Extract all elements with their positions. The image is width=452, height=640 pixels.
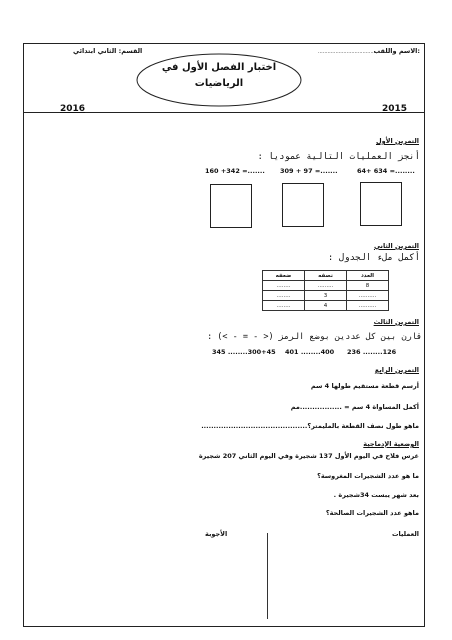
name-dots: .................................... — [318, 49, 376, 55]
class-label: القسم: الثاني ابتدائي — [73, 47, 143, 55]
ex1-op-3: 160 +342 =....... — [205, 167, 265, 175]
ex3-instruction: قارن بين كل عددين بوضع الرمز (< - = - >) : — [207, 332, 422, 342]
ex2-cell: .......... — [347, 301, 389, 311]
integration-line3: بعد شهر يبست 34شجيرة . — [333, 491, 419, 499]
answer-divider-line — [267, 533, 268, 619]
ex1-heading: التمرين الأول — [375, 137, 419, 145]
ex2-table — [262, 270, 389, 311]
ex2-heading: التمرين الثاني — [373, 242, 419, 250]
ex1-answer-box-1 — [360, 182, 402, 226]
ex1-answer-box-2 — [282, 183, 324, 227]
ex3-compare-3: 345 ........300+45 — [212, 348, 276, 356]
ex2-table-header-row — [263, 271, 389, 281]
ex2-table-row — [263, 291, 389, 301]
ex4-line3: ماهو طول نصف القطعة بالمليمتر؟........................................... — [201, 422, 419, 430]
ex3-compare-2: 401 ........400 — [285, 348, 335, 356]
ex1-op-1: 64+ 634 =........ — [357, 167, 415, 175]
ex2-instruction: أكمل ملء الجدول : — [327, 253, 420, 263]
name-label: الاسم واللقب: — [373, 47, 420, 55]
ex4-heading: التمرين الرابع — [374, 366, 419, 374]
ex2-cell: ........ — [263, 291, 305, 301]
exam-title-line2: الرياضيات — [194, 78, 244, 89]
integration-line2: ما هو عدد الشجيرات المغروسة؟ — [317, 472, 419, 480]
ex3-compare-1: 236 ........126 — [347, 348, 397, 356]
ex2-cell: ........ — [263, 281, 305, 291]
ex2-cell: 8 — [347, 281, 389, 291]
ex2-cell: .......... — [347, 291, 389, 301]
ex2-table-row — [263, 301, 389, 311]
integration-line4: ماهو عدد الشجيرات الصالحة؟ — [325, 509, 419, 517]
ex2-header-cell: العدد — [347, 271, 389, 281]
year-right: 2015 — [382, 104, 408, 114]
ex2-header-cell: ضعفه — [263, 271, 305, 281]
ex2-cell: 4 — [305, 301, 347, 311]
ex2-cell: ......... — [305, 281, 347, 291]
ex3-heading: التمرين الثالث — [373, 318, 419, 326]
answers-label: الأجوبة — [205, 530, 228, 538]
ex1-instruction: أنجز العمليات التالية عموديا : — [257, 152, 420, 162]
year-left: 2016 — [60, 104, 86, 114]
integration-line1: غرس فلاح في اليوم الأول 137 شجيرة وفي اليوم الثاني 207 شجيرة — [198, 452, 419, 460]
ex1-op-2: 309 + 97 =....... — [280, 167, 338, 175]
ex2-header-cell: نصفه — [305, 271, 347, 281]
integration-heading: الوضعية الإدماجية — [363, 440, 419, 448]
ex2-cell: 3 — [305, 291, 347, 301]
ex2-table-row — [263, 281, 389, 291]
operations-label: العمليات — [392, 530, 419, 538]
exam-title-line1: اختبار الفصل الأول في — [161, 62, 277, 73]
ex1-answer-box-3 — [210, 184, 252, 228]
ex4-line1: أرسم قطعة مستقيم طولها 4 سم — [310, 382, 419, 390]
ex4-line2: أكمل المساواة 4 سم = .................مم — [290, 403, 419, 411]
ex2-cell: ........ — [263, 301, 305, 311]
